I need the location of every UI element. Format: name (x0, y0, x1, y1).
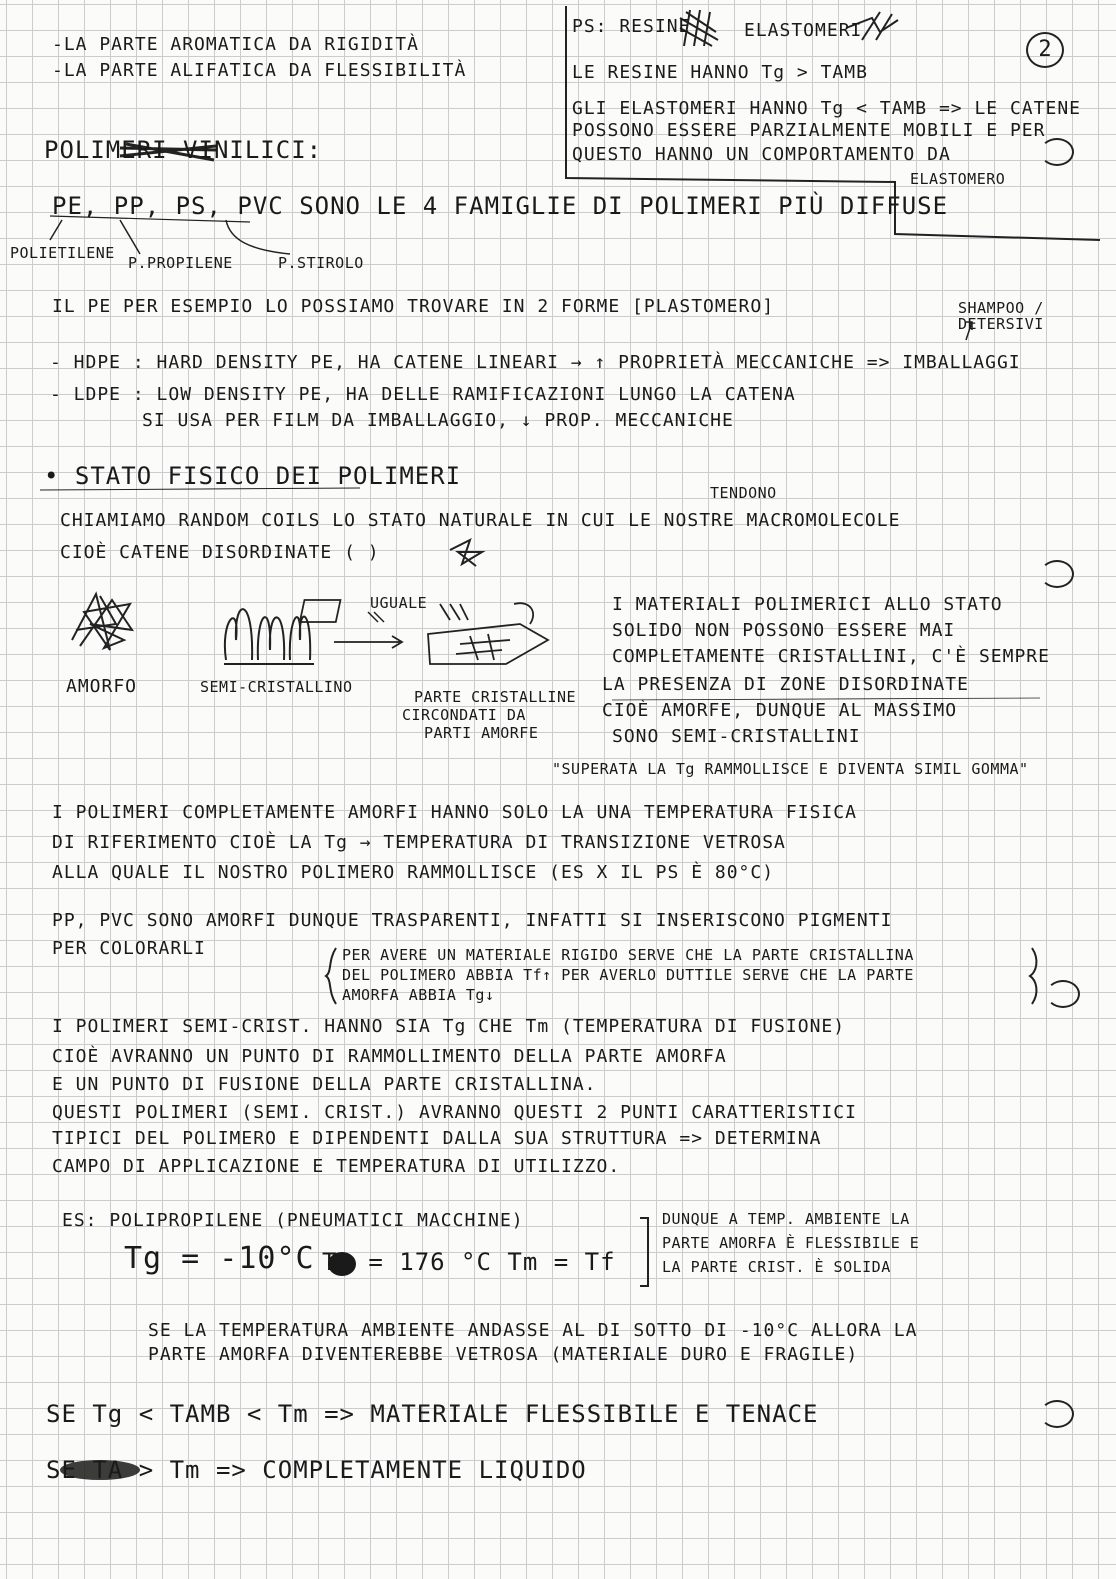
page-number: 2 (1026, 32, 1064, 68)
conclusione-line: SE TA > Tm => COMPLETAMENTE LIQUIDO (46, 1456, 587, 1484)
stato-right-line: CIOÈ AMORFE, DUNQUE AL MASSIMO (602, 700, 958, 721)
pe-ldpe: - LDPE : LOW DENSITY PE, HA DELLE RAMIFICAZIONI LUNGO LA CATENA (50, 384, 796, 405)
vinilici-families: PE, PP, PS, PVC SONO LE 4 FAMIGLIE DI POLIMERI PIÙ DIFFUSE (52, 192, 949, 220)
label-amorfe: PARTI AMORFE (424, 724, 539, 742)
header-line: POSSONO ESSERE PARZIALMENTE MOBILI E PER (572, 120, 1046, 141)
stato-right-line: I MATERIALI POLIMERICI ALLO STATO (612, 594, 1003, 615)
amorfi-line: DI RIFERIMENTO CIOÈ LA Tg → TEMPERATURA DI TRANSIZIONE VETROSA (52, 832, 786, 853)
header-line: QUESTO HANNO UN COMPORTAMENTO DA (572, 144, 951, 165)
esempio-right: DUNQUE A TEMP. AMBIENTE LA (662, 1210, 910, 1228)
header-line: ELASTOMERO (910, 170, 1006, 188)
stato-heading: • STATO FISICO DEI POLIMERI (44, 462, 462, 490)
label-ps: P.STIROLO (278, 254, 364, 272)
stato-right-line: SONO SEMI-CRISTALLINI (612, 726, 861, 747)
conclusione-line: SE Tg < TAMB < Tm => MATERIALE FLESSIBILE E TENACE (46, 1400, 819, 1428)
header-line: LE RESINE HANNO Tg > TAMB (572, 62, 868, 83)
stato-right-line: LA PRESENZA DI ZONE DISORDINATE (602, 674, 969, 695)
intro-line: -LA PARTE AROMATICA DA RIGIDITÀ (52, 34, 419, 55)
label-pe: POLIETILENE (10, 244, 115, 262)
amorfi-line: I POLIMERI COMPLETAMENTE AMORFI HANNO SOLO LA UNA TEMPERATURA FISICA (52, 802, 857, 823)
coil-mini-icon (450, 540, 482, 566)
pe-intro: IL PE PER ESEMPIO LO POSSIAMO TROVARE IN 2 FORME [PLASTOMERO] (52, 296, 775, 317)
stato-quote: "SUPERATA LA Tg RAMMOLLISCE E DIVENTA SIMIL GOMMA" (552, 760, 1029, 778)
stato-random-coils: CIOÈ CATENE DISORDINATE ( ) (60, 542, 380, 563)
amorfi-brace-line: AMORFA ABBIA Tg↓ (342, 986, 495, 1004)
header-line: GLI ELASTOMERI HANNO Tg < TAMB => LE CATENE (572, 98, 1081, 119)
stato-tendono: TENDONO (710, 484, 777, 502)
amorfi-brace-line: PER AVERE UN MATERIALE RIGIDO SERVE CHE LA PARTE CRISTALLINA (342, 946, 914, 964)
esempio-right: PARTE AMORFA È FLESSIBILE E (662, 1234, 920, 1252)
vinilici-heading: POLIMERI VINILICI: (44, 136, 323, 164)
header-elastomeri: ELASTOMERI (744, 20, 863, 41)
amorfi-line: ALLA QUALE IL NOSTRO POLIMERO RAMMOLLISCE (ES X IL PS È 80°C) (52, 862, 775, 883)
label-uguale: UGUALE (370, 594, 428, 612)
amorfo-sketch (72, 594, 132, 650)
uguale-arrow-icon (334, 636, 402, 648)
semicrist-line: E UN PUNTO DI FUSIONE DELLA PARTE CRISTALLINA. (52, 1074, 597, 1095)
pe-note: SHAMPOO / DETERSIVI (958, 299, 1044, 333)
amorfi-line: PER COLORARLI (52, 938, 206, 959)
amorfi-line: PP, PVC SONO AMORFI DUNQUE TRASPARENTI, INFATTI SI INSERISCONO PIGMENTI (52, 910, 893, 931)
esempio-below: PARTE AMORFA DIVENTEREBBE VETROSA (MATERIALE DURO E FRAGILE) (148, 1344, 859, 1365)
hole-punch-mark (1046, 980, 1080, 1008)
semicrist-line: CIOÈ AVRANNO UN PUNTO DI RAMMOLLIMENTO DELLA PARTE AMORFA (52, 1046, 727, 1067)
brace-right (1030, 948, 1036, 1004)
label-circondati: CIRCONDATI DA (402, 706, 526, 724)
hole-punch-mark (1040, 1400, 1074, 1428)
amorfi-brace-line: DEL POLIMERO ABBIA Tf↑ PER AVERLO DUTTILE SERVE CHE LA PARTE (342, 966, 914, 984)
esempio-below: SE LA TEMPERATURA AMBIENTE ANDASSE AL DI SOTTO DI -10°C ALLORA LA (148, 1320, 918, 1341)
stato-random-coils: CHIAMIAMO RANDOM COILS LO STATO NATURALE IN CUI LE NOSTRE MACROMOLECOLE (60, 510, 901, 531)
esempio-line: ES: POLIPROPILENE (PNEUMATICI MACCHINE) (62, 1210, 524, 1231)
label-pp: P.PROPILENE (128, 254, 233, 272)
intro-line: -LA PARTE ALIFATICA DA FLESSIBILITÀ (52, 60, 467, 81)
stato-right-line: SOLIDO NON POSSONO ESSERE MAI (612, 620, 956, 641)
hole-punch-mark (1040, 138, 1074, 166)
semicrist-line: CAMPO DI APPLICAZIONE E TEMPERATURA DI UTILIZZO. (52, 1156, 621, 1177)
brace-left (326, 948, 336, 1004)
semicrist-line: TIPICI DEL POLIMERO E DIPENDENTI DALLA SUA STRUTTURA => DETERMINA (52, 1128, 822, 1149)
semicrist-line: I POLIMERI SEMI-CRIST. HANNO SIA Tg CHE Tm (TEMPERATURA DI FUSIONE) (52, 1016, 846, 1037)
header-resine: PS: RESINE (572, 16, 691, 37)
esempio-tm: Tm = 176 °C Tm = Tf (322, 1248, 616, 1276)
esempio-bracket (640, 1218, 648, 1286)
semicrist-line: QUESTI POLIMERI (SEMI. CRIST.) AVRANNO QUESTI 2 PUNTI CARATTERISTICI (52, 1102, 857, 1123)
label-parte: PARTE CRISTALLINE (414, 688, 577, 706)
hole-punch-mark (1040, 560, 1074, 588)
label-amorfo: AMORFO (66, 676, 138, 697)
pe-ldpe-use: SI USA PER FILM DA IMBALLAGGIO, ↓ PROP. MECCANICHE (142, 410, 734, 431)
label-semi: SEMI-CRISTALLINO (200, 678, 353, 696)
pe-hdpe: - HDPE : HARD DENSITY PE, HA CATENE LINEARI → ↑ PROPRIETÀ MECCANICHE => IMBALLAGGI (50, 352, 1021, 373)
stato-right-line: COMPLETAMENTE CRISTALLINI, C'È SEMPRE (612, 646, 1050, 667)
esempio-tg: Tg = -10°C (124, 1241, 315, 1276)
esempio-right: LA PARTE CRIST. È SOLIDA (662, 1258, 891, 1276)
